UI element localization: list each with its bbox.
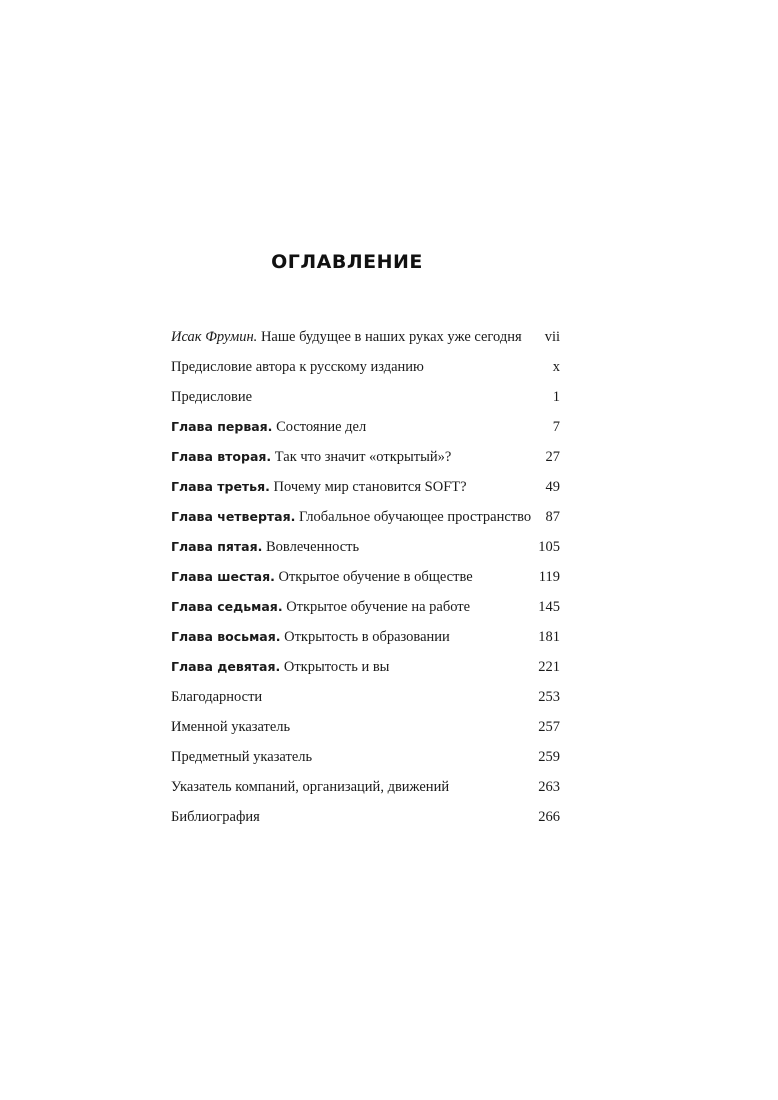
toc-entry-page: 259: [538, 748, 560, 765]
toc-entry-chapter-label: Глава первая.: [171, 418, 273, 434]
toc-entry-text: Открытое обучение на работе: [282, 598, 471, 615]
toc-entry[interactable]: [171, 802, 560, 832]
toc-entry-text: Предисловие: [171, 388, 253, 405]
toc-entry-title: [171, 449, 536, 466]
toc-entry-chapter-label: Глава третья.: [171, 478, 270, 494]
toc-entry-text: Благодарности: [171, 688, 263, 705]
toc-entry-page: 257: [538, 718, 560, 735]
table-of-contents: [171, 322, 560, 832]
toc-entry[interactable]: [171, 442, 560, 472]
toc-entry-title: [171, 509, 536, 526]
toc-entry-title: [171, 419, 543, 436]
toc-entry-page: 7: [552, 418, 560, 435]
toc-entry-title: [171, 569, 529, 586]
toc-entry[interactable]: [171, 622, 560, 652]
toc-entry[interactable]: [171, 322, 560, 352]
toc-entry-text: Предметный указатель: [171, 748, 313, 765]
toc-entry-page: 263: [538, 778, 560, 795]
toc-entry-chapter-label: Глава вторая.: [171, 448, 272, 464]
toc-entry-page: 181: [538, 628, 560, 645]
toc-entry[interactable]: [171, 562, 560, 592]
toc-entry-title: [171, 599, 528, 616]
toc-entry-title: [171, 629, 528, 646]
toc-entry-title: [171, 659, 528, 676]
toc-entry-title: [171, 329, 535, 346]
toc-entry-title: [171, 809, 528, 826]
toc-entry-chapter-label: Глава четвертая.: [171, 508, 296, 524]
toc-entry-text: Состояние дел: [272, 418, 367, 435]
toc-entry-title: [171, 779, 528, 796]
toc-entry[interactable]: [171, 352, 560, 382]
toc-entry-page: 27: [545, 448, 560, 465]
toc-entry-author: Исак Фрумин.: [171, 328, 258, 345]
toc-entry[interactable]: [171, 712, 560, 742]
toc-entry-page: 145: [538, 598, 560, 615]
toc-entry-text: Вовлеченность: [262, 538, 360, 555]
toc-entry-chapter-label: Глава восьмая.: [171, 628, 281, 644]
toc-entry-title: [171, 719, 528, 736]
toc-entry-title: [171, 689, 528, 706]
toc-entry[interactable]: [171, 772, 560, 802]
toc-entry-chapter-label: Глава девятая.: [171, 658, 281, 674]
toc-entry-text: Библиография: [171, 808, 260, 825]
toc-entry-page: 49: [545, 478, 560, 495]
toc-entry-text: Указатель компаний, организаций, движений: [171, 778, 450, 795]
toc-entry[interactable]: [171, 412, 560, 442]
toc-entry[interactable]: [171, 592, 560, 622]
toc-entry-page: 221: [538, 658, 560, 675]
toc-entry-chapter-label: Глава пятая.: [171, 538, 263, 554]
toc-entry-text: Именной указатель: [171, 718, 291, 735]
toc-entry-text: Открытость и вы: [280, 658, 390, 675]
toc-entry-text: Почему мир становится SOFT?: [269, 478, 467, 495]
toc-entry[interactable]: [171, 382, 560, 412]
toc-entry-chapter-label: Глава седьмая.: [171, 598, 283, 614]
toc-entry[interactable]: [171, 532, 560, 562]
toc-entry[interactable]: [171, 502, 560, 532]
toc-entry-text: Открытость в образовании: [280, 628, 450, 645]
toc-entry[interactable]: [171, 472, 560, 502]
toc-entry-chapter-label: Глава шестая.: [171, 568, 275, 584]
toc-entry-page: x: [552, 358, 560, 375]
toc-entry-text: Так что значит «открытый»?: [271, 448, 452, 465]
toc-entry[interactable]: [171, 652, 560, 682]
toc-entry-title: [171, 479, 536, 496]
toc-entry-page: 1: [552, 388, 560, 405]
toc-entry-page: 253: [538, 688, 560, 705]
toc-entry[interactable]: [171, 742, 560, 772]
toc-entry-page: 119: [538, 568, 560, 585]
toc-entry[interactable]: [171, 682, 560, 712]
toc-entry-page: 266: [538, 808, 560, 825]
toc-entry-page: 105: [538, 538, 560, 555]
toc-entry-page: 87: [545, 508, 560, 525]
toc-entry-text: Открытое обучение в обществе: [274, 568, 473, 585]
toc-entry-text: Наше будущее в наших руках уже сегодня: [257, 328, 522, 345]
page-title: ОГЛАВЛЕНИЕ: [271, 250, 423, 273]
toc-entry-title: [171, 359, 543, 376]
toc-entry-title: [171, 389, 543, 406]
toc-entry-page: vii: [544, 328, 560, 345]
toc-entry-title: [171, 749, 528, 766]
toc-entry-text: Предисловие автора к русскому изданию: [171, 358, 424, 375]
toc-entry-text: Глобальное обучающее пространство: [295, 508, 532, 525]
toc-entry-title: [171, 539, 528, 556]
